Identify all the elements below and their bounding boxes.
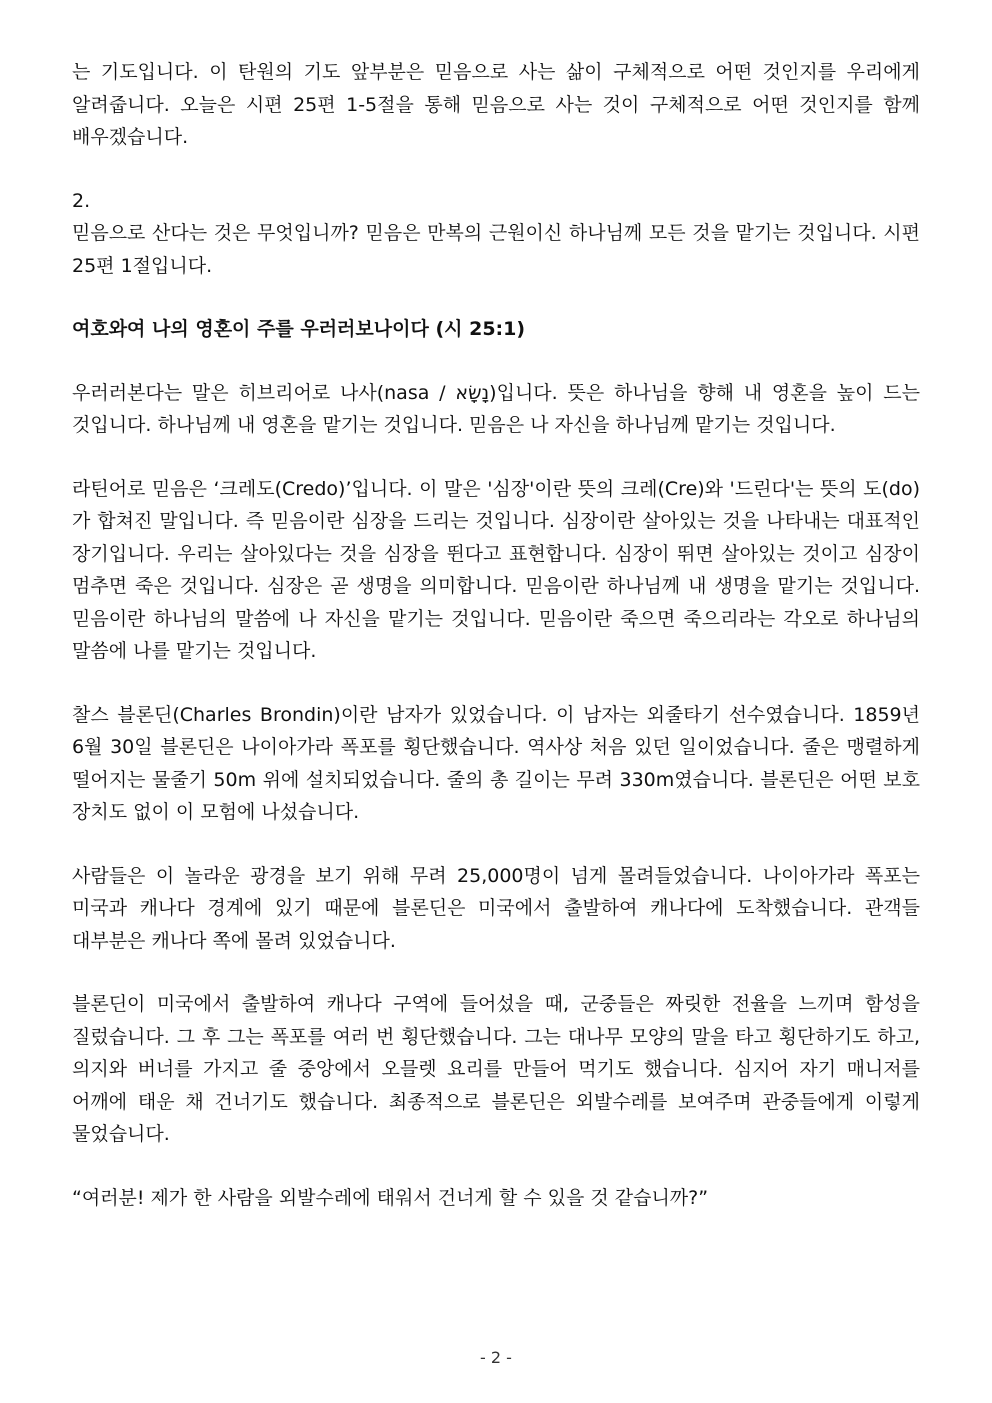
paragraph-credo: 라틴어로 믿음은 ‘크레도(Credo)’입니다. 이 말은 '심장'이란 뜻의 크레(Cre)와 '드린다'는 뜻의 도(do)가 합쳐진 말입니다. 즉 믿음이란 심장을 드리는 것입니다. 심장이란 살아있는 것을 나타내는 대표적인 장기입니다. 우리는 살아있다는 것을 심장을 뛴다고 표현합니다. 심장이 뛰면 살아있는 것이고 심장이 멈추면 죽은 것입니다. 심장은 곧 생명을 의미합니다. 믿음이란 하나님께 내 생명을 맡기는 것입니다. 믿음이란 하나님의 말씀에 나 자신을 맡기는 것입니다. 믿음이란 죽으면 죽으리라는 각오로 하나님의 말씀에 나를 맡기는 것입니다. xyxy=(72,477,920,662)
paragraph-blondin-intro: 찰스 블론딘(Charles Brondin)이란 남자가 있었습니다. 이 남자는 외줄타기 선수였습니다. 1859년 6월 30일 블론딘은 나이아가라 폭포를 횡단했습니다. 역사상 처음 있던 일이었습니다. 줄은 맹렬하게 떨어지는 물줄기 50m 위에 설치되었습니다. 줄의 총 길이는 무려 330m였습니다. 블론딘은 어떤 보호 장치도 없이 이 모험에 나섰습니다. xyxy=(72,703,920,823)
paragraph-faith-definition: 믿음으로 산다는 것은 무엇입니까? 믿음은 만복의 근원이신 하나님께 모든 것을 맡기는 것입니다. 시편 25편 1절입니다. xyxy=(72,222,920,277)
paragraph-crossings: 블론딘이 미국에서 출발하여 캐나다 구역에 들어섰을 때, 군중들은 짜릿한 전율을 느끼며 함성을 질렀습니다. 그 후 그는 폭포를 여러 번 횡단했습니다. 그는 대나무 모양의 말을 타고 횡단하기도 하고, 의지와 버너를 가지고 줄 중앙에서 오믈렛 요리를 만들어 먹기도 했습니다. 심지어 자기 매니저를 어깨에 태운 채 건너기도 했습니다. 최종적으로 블론딘은 외발수레를 보여주며 관중들에게 이렇게 물었습니다. xyxy=(72,993,920,1145)
paragraph-question: “여러분! 제가 한 사람을 외발수레에 태워서 건너게 할 수 있을 것 같습니까?” xyxy=(72,1186,709,1209)
page-number: - 2 - xyxy=(480,1348,512,1367)
paragraph-intro: 는 기도입니다. 이 탄원의 기도 앞부분은 믿음으로 사는 삶이 구체적으로 어떤 것인지를 우리에게 알려줍니다. 오늘은 시편 25편 1-5절을 통해 믿음으로 사는 것이 구체적으로 어떤 것인지를 함께 배우겠습니다. xyxy=(72,61,920,148)
paragraph-crowd: 사람들은 이 놀라운 광경을 보기 위해 무려 25,000명이 넘게 몰려들었습니다. 나이아가라 폭포는 미국과 캐나다 경계에 있기 때문에 블론딘은 미국에서 출발하여 캐나다에 도착했습니다. 관객들 대부분은 캐나다 쪽에 몰려 있었습니다. xyxy=(72,864,920,952)
section-2 xyxy=(72,185,920,283)
scripture-verse: 여호와여 나의 영혼이 주를 우러러보나이다 (시 25:1) xyxy=(72,318,526,340)
section-number: 2. xyxy=(72,189,91,212)
paragraph-nasa: 우러러본다는 말은 히브리어로 나사(nasa / נָשָׂא)입니다. 뜻은 하나님을 향해 내 영혼을 높이 드는 것입니다. 하나님께 내 영혼을 맡기는 것입니다. 믿음은 나 자신을 하나님께 맡기는 것입니다. xyxy=(72,381,920,436)
document-page xyxy=(72,56,920,1245)
